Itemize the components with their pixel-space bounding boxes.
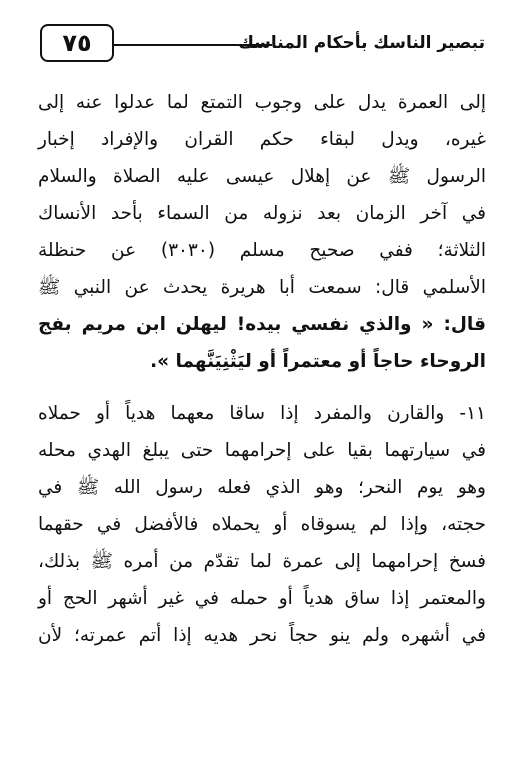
paragraph-gap <box>38 380 486 395</box>
text-line: حجته، وإذا لم يسوقاه أو يحملاه فالأفضل في حقهما <box>38 514 486 535</box>
text-line: في سيارتهما بقيا على إحرامهما حتى يبلغ الهدي محله <box>38 440 486 461</box>
body-text <box>38 84 486 654</box>
text-line: ١١- والقارن والمفرد إذا ساقا معهما هدياً أو حملاه <box>38 403 486 424</box>
hadith-quote-line: الروحاء حاجاً أو معتمراً أو ليَثْنِيَنَّهما ». <box>150 351 486 372</box>
text-line: الأسلمي قال: سمعت أبا هريرة يحدث عن النبي ﷺ <box>38 277 486 298</box>
running-title: تبصير الناسك بأحكام المناسك <box>238 33 485 53</box>
text-line: والمعتمر إذا ساق هدياً أو حمله في غير أشهر الحج أو <box>38 588 486 609</box>
page-number: ٧٥ <box>40 24 114 62</box>
text-line: في أشهره ولم ينو حجاً نحر هديه إذا أتم عمرته؛ لأن <box>38 625 486 646</box>
text-line: غيره، ويدل لبقاء حكم القران والإفراد إخبار <box>38 129 486 150</box>
text-line: الرسول ﷺ عن إهلال عيسى عليه الصلاة والسلام <box>38 166 486 187</box>
paragraph-2 <box>38 395 486 654</box>
page-header <box>40 24 485 68</box>
paragraph-1 <box>38 84 486 380</box>
text-line: في آخر الزمان بعد نزوله من السماء بأحد الأنساك <box>38 203 486 224</box>
hadith-quote-line: قال: « والذي نفسي بيده! ليهلن ابن مريم بفج <box>38 314 486 335</box>
text-line: فسخ إحرامهما إلى عمرة لما تقدّم من أمره ﷺ بذلك، <box>38 551 486 572</box>
text-line: وهو يوم النحر؛ وهو الذي فعله رسول الله ﷺ في <box>38 477 486 498</box>
text-line: الثلاثة؛ ففي صحيح مسلم (٣٠٣٠) عن حنظلة <box>38 240 486 261</box>
text-line: إلى العمرة يدل على وجوب التمتع لما عدلوا عنه إلى <box>38 92 486 113</box>
